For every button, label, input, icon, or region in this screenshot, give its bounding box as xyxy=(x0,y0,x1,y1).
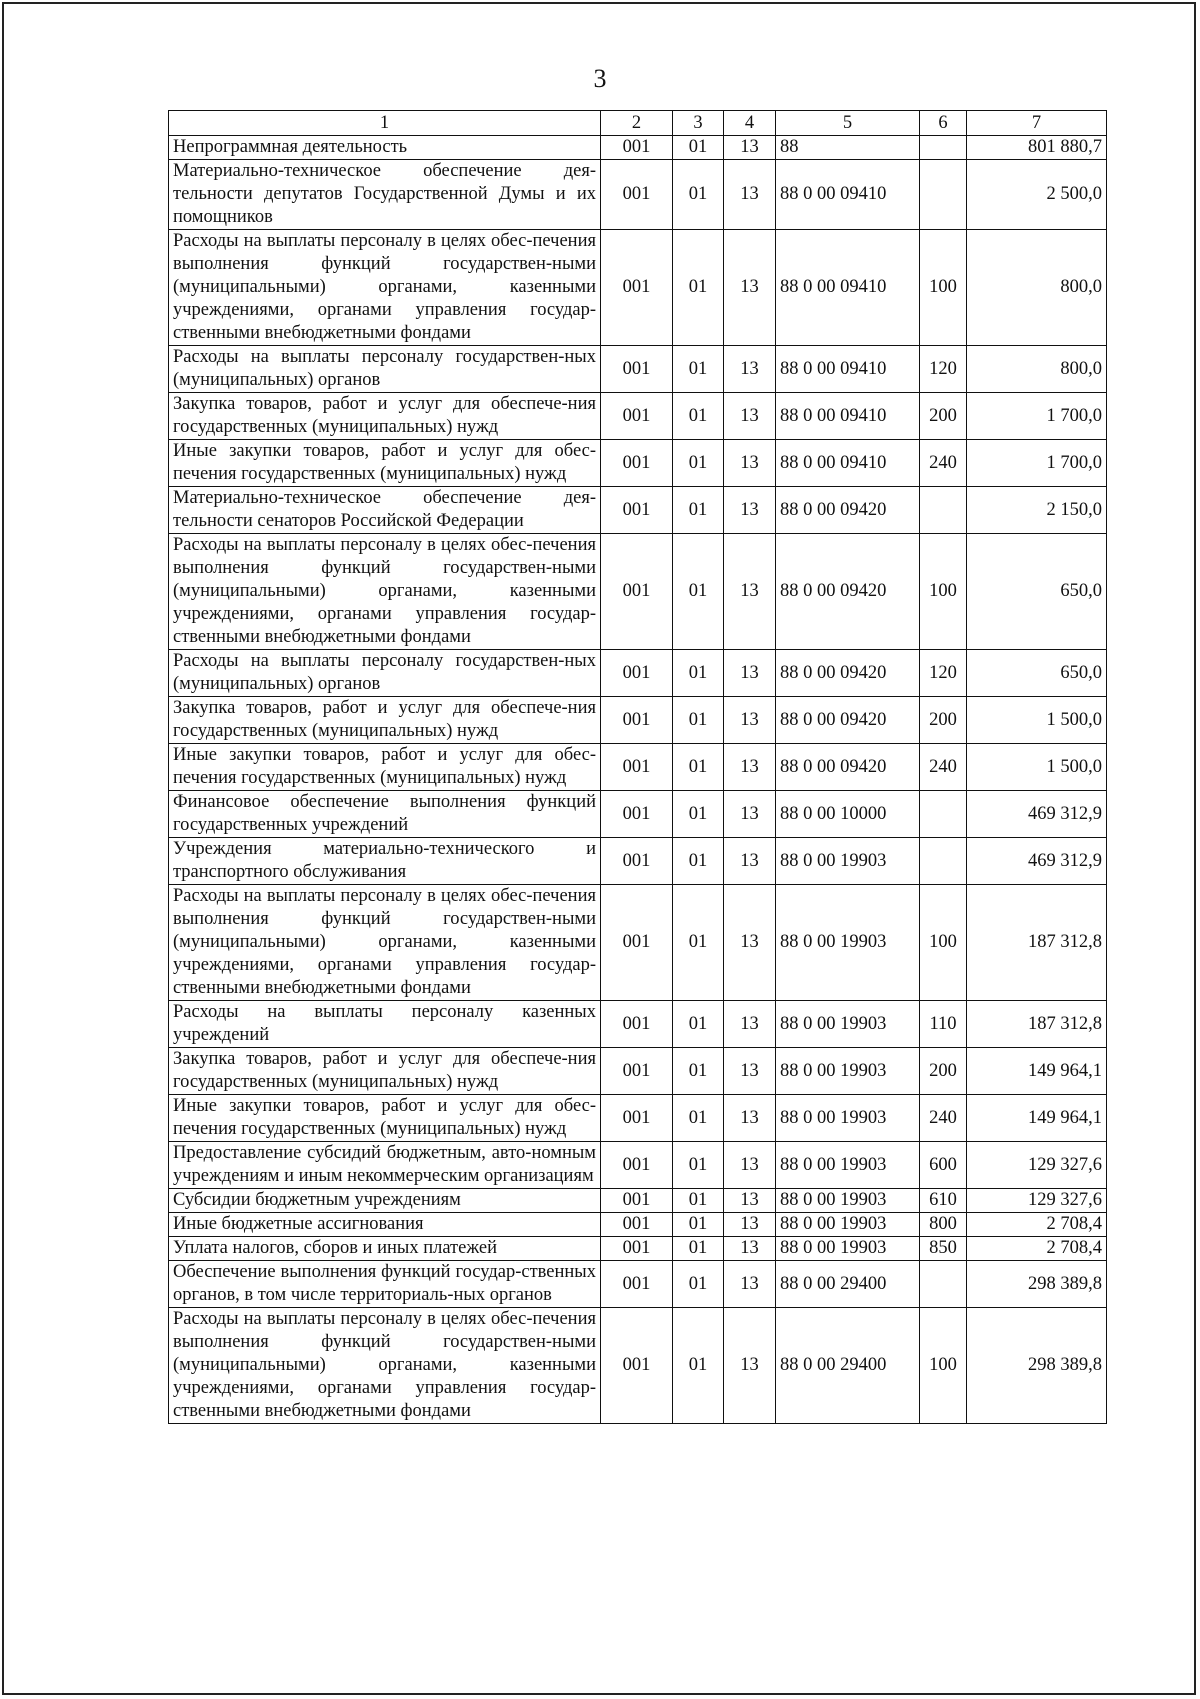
cell-expense-type: 110 xyxy=(920,1001,967,1048)
row-description: Финансовое обеспечение выполнения функций государственных учреждений xyxy=(169,791,601,838)
cell-amount: 2 500,0 xyxy=(967,160,1107,230)
cell-subsection-code: 13 xyxy=(724,230,776,346)
cell-section-code: 01 xyxy=(673,346,724,393)
cell-ministry-code: 001 xyxy=(601,1308,673,1424)
cell-target-article: 88 0 00 09410 xyxy=(776,393,920,440)
cell-subsection-code: 13 xyxy=(724,1189,776,1213)
table-row xyxy=(169,1308,1107,1424)
cell-expense-type: 850 xyxy=(920,1237,967,1261)
cell-target-article: 88 0 00 09410 xyxy=(776,230,920,346)
column-header-5: 5 xyxy=(776,111,920,136)
cell-target-article: 88 0 00 19903 xyxy=(776,1048,920,1095)
cell-ministry-code: 001 xyxy=(601,1237,673,1261)
cell-section-code: 01 xyxy=(673,650,724,697)
cell-expense-type: 800 xyxy=(920,1213,967,1237)
cell-ministry-code: 001 xyxy=(601,1001,673,1048)
cell-amount: 469 312,9 xyxy=(967,838,1107,885)
cell-amount: 801 880,7 xyxy=(967,136,1107,160)
cell-amount: 2 708,4 xyxy=(967,1237,1107,1261)
cell-amount: 187 312,8 xyxy=(967,1001,1107,1048)
cell-subsection-code: 13 xyxy=(724,1048,776,1095)
cell-expense-type: 120 xyxy=(920,346,967,393)
cell-subsection-code: 13 xyxy=(724,534,776,650)
column-header-1: 1 xyxy=(169,111,601,136)
cell-section-code: 01 xyxy=(673,1001,724,1048)
cell-expense-type: 200 xyxy=(920,1048,967,1095)
row-description: Закупка товаров, работ и услуг для обеспече-ния государственных (муниципальных) нужд xyxy=(169,697,601,744)
row-description: Расходы на выплаты персоналу в целях обес-печения выполнения функций государствен-ными (муниципальными) органами, казенными учреждениями, органами управления государ-ственными внебюджетными фондами xyxy=(169,230,601,346)
cell-expense-type: 200 xyxy=(920,697,967,744)
cell-target-article: 88 xyxy=(776,136,920,160)
cell-subsection-code: 13 xyxy=(724,1308,776,1424)
cell-subsection-code: 13 xyxy=(724,650,776,697)
cell-section-code: 01 xyxy=(673,791,724,838)
row-description: Расходы на выплаты персоналу государствен-ных (муниципальных) органов xyxy=(169,346,601,393)
cell-amount: 298 389,8 xyxy=(967,1261,1107,1308)
table-row xyxy=(169,885,1107,1001)
row-description: Расходы на выплаты персоналу казенных учреждений xyxy=(169,1001,601,1048)
cell-expense-type xyxy=(920,487,967,534)
cell-subsection-code: 13 xyxy=(724,1142,776,1189)
cell-amount: 149 964,1 xyxy=(967,1048,1107,1095)
page-number: 3 xyxy=(593,64,607,93)
cell-section-code: 01 xyxy=(673,838,724,885)
column-header-4: 4 xyxy=(724,111,776,136)
table-row xyxy=(169,1213,1107,1237)
row-description: Иные закупки товаров, работ и услуг для обес-печения государственных (муниципальных) нужд xyxy=(169,744,601,791)
cell-section-code: 01 xyxy=(673,534,724,650)
row-description: Иные закупки товаров, работ и услуг для обес-печения государственных (муниципальных) нужд xyxy=(169,1095,601,1142)
cell-ministry-code: 001 xyxy=(601,1095,673,1142)
cell-ministry-code: 001 xyxy=(601,1213,673,1237)
row-description: Учреждения материально-технического и транспортного обслуживания xyxy=(169,838,601,885)
column-header-2: 2 xyxy=(601,111,673,136)
cell-amount: 650,0 xyxy=(967,534,1107,650)
cell-target-article: 88 0 00 09420 xyxy=(776,534,920,650)
cell-subsection-code: 13 xyxy=(724,1261,776,1308)
cell-target-article: 88 0 00 19903 xyxy=(776,1213,920,1237)
table-row xyxy=(169,791,1107,838)
cell-target-article: 88 0 00 09420 xyxy=(776,697,920,744)
cell-amount: 800,0 xyxy=(967,346,1107,393)
cell-amount: 149 964,1 xyxy=(967,1095,1107,1142)
table-row xyxy=(169,534,1107,650)
row-description: Расходы на выплаты персоналу в целях обес-печения выполнения функций государствен-ными (муниципальными) органами, казенными учреждениями, органами управления государ-ственными внебюджетными фондами xyxy=(169,1308,601,1424)
row-description: Закупка товаров, работ и услуг для обеспече-ния государственных (муниципальных) нужд xyxy=(169,1048,601,1095)
table-row xyxy=(169,160,1107,230)
row-description: Расходы на выплаты персоналу государствен-ных (муниципальных) органов xyxy=(169,650,601,697)
cell-section-code: 01 xyxy=(673,1048,724,1095)
cell-section-code: 01 xyxy=(673,1308,724,1424)
cell-ministry-code: 001 xyxy=(601,160,673,230)
cell-subsection-code: 13 xyxy=(724,440,776,487)
cell-amount: 2 150,0 xyxy=(967,487,1107,534)
table-row xyxy=(169,230,1107,346)
cell-expense-type: 240 xyxy=(920,440,967,487)
table-row xyxy=(169,1001,1107,1048)
cell-ministry-code: 001 xyxy=(601,487,673,534)
cell-subsection-code: 13 xyxy=(724,697,776,744)
cell-ministry-code: 001 xyxy=(601,1142,673,1189)
cell-target-article: 88 0 00 19903 xyxy=(776,885,920,1001)
cell-subsection-code: 13 xyxy=(724,744,776,791)
cell-amount: 469 312,9 xyxy=(967,791,1107,838)
table-body xyxy=(169,136,1107,1424)
cell-ministry-code: 001 xyxy=(601,393,673,440)
cell-target-article: 88 0 00 09420 xyxy=(776,650,920,697)
cell-section-code: 01 xyxy=(673,1237,724,1261)
cell-ministry-code: 001 xyxy=(601,440,673,487)
cell-ministry-code: 001 xyxy=(601,744,673,791)
cell-amount: 1 500,0 xyxy=(967,697,1107,744)
cell-ministry-code: 001 xyxy=(601,650,673,697)
cell-subsection-code: 13 xyxy=(724,1213,776,1237)
cell-subsection-code: 13 xyxy=(724,393,776,440)
cell-ministry-code: 001 xyxy=(601,885,673,1001)
cell-section-code: 01 xyxy=(673,744,724,791)
table-row xyxy=(169,136,1107,160)
cell-amount: 1 700,0 xyxy=(967,440,1107,487)
cell-amount: 298 389,8 xyxy=(967,1308,1107,1424)
row-description: Обеспечение выполнения функций государ-ственных органов, в том числе территориаль-ных органов xyxy=(169,1261,601,1308)
table-row xyxy=(169,744,1107,791)
cell-expense-type: 610 xyxy=(920,1189,967,1213)
row-description: Непрограммная деятельность xyxy=(169,136,601,160)
cell-ministry-code: 001 xyxy=(601,1189,673,1213)
cell-ministry-code: 001 xyxy=(601,1261,673,1308)
row-description: Иные бюджетные ассигнования xyxy=(169,1213,601,1237)
cell-expense-type: 120 xyxy=(920,650,967,697)
column-header-3: 3 xyxy=(673,111,724,136)
cell-subsection-code: 13 xyxy=(724,838,776,885)
table-row xyxy=(169,1261,1107,1308)
cell-expense-type: 240 xyxy=(920,744,967,791)
table-row xyxy=(169,1048,1107,1095)
row-description: Уплата налогов, сборов и иных платежей xyxy=(169,1237,601,1261)
cell-amount: 129 327,6 xyxy=(967,1189,1107,1213)
cell-ministry-code: 001 xyxy=(601,534,673,650)
row-description: Материально-техническое обеспечение дея-тельности депутатов Государственной Думы и их помощников xyxy=(169,160,601,230)
cell-amount: 1 700,0 xyxy=(967,393,1107,440)
cell-section-code: 01 xyxy=(673,1213,724,1237)
column-header-7: 7 xyxy=(967,111,1107,136)
cell-subsection-code: 13 xyxy=(724,1095,776,1142)
cell-subsection-code: 13 xyxy=(724,346,776,393)
cell-ministry-code: 001 xyxy=(601,136,673,160)
cell-expense-type: 100 xyxy=(920,230,967,346)
table-row xyxy=(169,1095,1107,1142)
cell-section-code: 01 xyxy=(673,1189,724,1213)
header-row xyxy=(169,111,1107,136)
cell-target-article: 88 0 00 19903 xyxy=(776,1001,920,1048)
cell-section-code: 01 xyxy=(673,697,724,744)
cell-target-article: 88 0 00 19903 xyxy=(776,838,920,885)
cell-expense-type xyxy=(920,136,967,160)
row-description: Расходы на выплаты персоналу в целях обес-печения выполнения функций государствен-ными (муниципальными) органами, казенными учреждениями, органами управления государ-ственными внебюджетными фондами xyxy=(169,534,601,650)
cell-subsection-code: 13 xyxy=(724,160,776,230)
cell-target-article: 88 0 00 09410 xyxy=(776,346,920,393)
row-description: Предоставление субсидий бюджетным, авто-номным учреждениям и иным некоммерческим организациям xyxy=(169,1142,601,1189)
table-row xyxy=(169,650,1107,697)
cell-subsection-code: 13 xyxy=(724,136,776,160)
cell-target-article: 88 0 00 09420 xyxy=(776,487,920,534)
cell-expense-type: 100 xyxy=(920,1308,967,1424)
cell-amount: 129 327,6 xyxy=(967,1142,1107,1189)
table-row xyxy=(169,838,1107,885)
cell-ministry-code: 001 xyxy=(601,838,673,885)
cell-section-code: 01 xyxy=(673,393,724,440)
cell-target-article: 88 0 00 29400 xyxy=(776,1308,920,1424)
cell-expense-type: 600 xyxy=(920,1142,967,1189)
table-row xyxy=(169,1142,1107,1189)
table-row xyxy=(169,346,1107,393)
cell-target-article: 88 0 00 29400 xyxy=(776,1261,920,1308)
row-description: Материально-техническое обеспечение дея-тельности сенаторов Российской Федерации xyxy=(169,487,601,534)
table-row xyxy=(169,697,1107,744)
cell-target-article: 88 0 00 19903 xyxy=(776,1142,920,1189)
cell-expense-type xyxy=(920,791,967,838)
cell-expense-type xyxy=(920,160,967,230)
table-row xyxy=(169,1237,1107,1261)
row-description: Закупка товаров, работ и услуг для обеспече-ния государственных (муниципальных) нужд xyxy=(169,393,601,440)
cell-section-code: 01 xyxy=(673,1095,724,1142)
table-row xyxy=(169,440,1107,487)
table-row xyxy=(169,393,1107,440)
cell-expense-type: 100 xyxy=(920,885,967,1001)
cell-target-article: 88 0 00 10000 xyxy=(776,791,920,838)
table-row xyxy=(169,487,1107,534)
cell-subsection-code: 13 xyxy=(724,885,776,1001)
row-description: Расходы на выплаты персоналу в целях обес-печения выполнения функций государствен-ными (муниципальными) органами, казенными учреждениями, органами управления государ-ственными внебюджетными фондами xyxy=(169,885,601,1001)
cell-section-code: 01 xyxy=(673,136,724,160)
budget-table xyxy=(168,110,1107,1424)
cell-target-article: 88 0 00 09420 xyxy=(776,744,920,791)
cell-ministry-code: 001 xyxy=(601,1048,673,1095)
cell-expense-type: 240 xyxy=(920,1095,967,1142)
row-description: Субсидии бюджетным учреждениям xyxy=(169,1189,601,1213)
cell-target-article: 88 0 00 19903 xyxy=(776,1095,920,1142)
cell-section-code: 01 xyxy=(673,885,724,1001)
cell-subsection-code: 13 xyxy=(724,487,776,534)
cell-target-article: 88 0 00 19903 xyxy=(776,1237,920,1261)
cell-expense-type: 200 xyxy=(920,393,967,440)
table-row xyxy=(169,1189,1107,1213)
cell-amount: 800,0 xyxy=(967,230,1107,346)
cell-amount: 650,0 xyxy=(967,650,1107,697)
cell-ministry-code: 001 xyxy=(601,697,673,744)
cell-expense-type xyxy=(920,1261,967,1308)
cell-target-article: 88 0 00 09410 xyxy=(776,160,920,230)
cell-section-code: 01 xyxy=(673,160,724,230)
cell-expense-type: 100 xyxy=(920,534,967,650)
cell-section-code: 01 xyxy=(673,1142,724,1189)
cell-target-article: 88 0 00 19903 xyxy=(776,1189,920,1213)
cell-amount: 187 312,8 xyxy=(967,885,1107,1001)
cell-subsection-code: 13 xyxy=(724,791,776,838)
cell-amount: 2 708,4 xyxy=(967,1213,1107,1237)
cell-subsection-code: 13 xyxy=(724,1237,776,1261)
row-description: Иные закупки товаров, работ и услуг для обес-печения государственных (муниципальных) нужд xyxy=(169,440,601,487)
cell-section-code: 01 xyxy=(673,440,724,487)
cell-subsection-code: 13 xyxy=(724,1001,776,1048)
column-header-6: 6 xyxy=(920,111,967,136)
cell-amount: 1 500,0 xyxy=(967,744,1107,791)
cell-ministry-code: 001 xyxy=(601,346,673,393)
cell-target-article: 88 0 00 09410 xyxy=(776,440,920,487)
cell-section-code: 01 xyxy=(673,1261,724,1308)
cell-ministry-code: 001 xyxy=(601,230,673,346)
cell-section-code: 01 xyxy=(673,487,724,534)
cell-ministry-code: 001 xyxy=(601,791,673,838)
cell-section-code: 01 xyxy=(673,230,724,346)
cell-expense-type xyxy=(920,838,967,885)
